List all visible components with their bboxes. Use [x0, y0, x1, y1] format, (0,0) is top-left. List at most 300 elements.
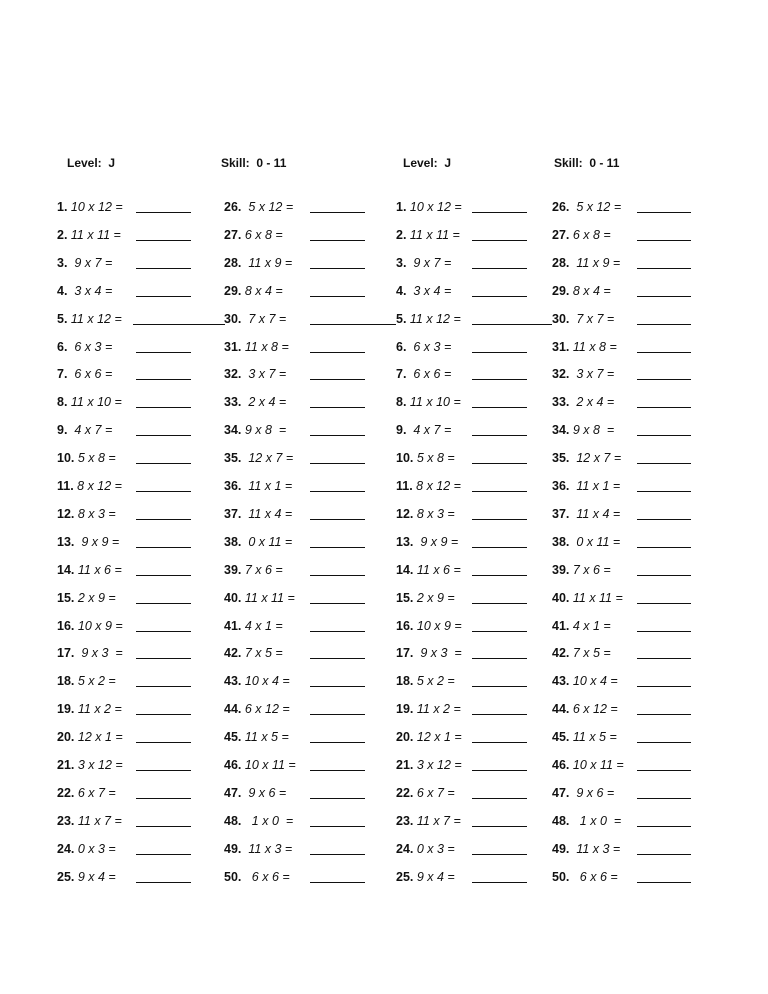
- answer-blank[interactable]: [136, 491, 191, 492]
- problem-expression: 7 x 6 =: [569, 563, 611, 577]
- answer-blank[interactable]: [637, 296, 691, 297]
- problem-item: [57, 756, 123, 774]
- answer-blank[interactable]: [472, 742, 527, 743]
- answer-blank[interactable]: [136, 742, 191, 743]
- answer-blank[interactable]: [472, 686, 527, 687]
- problem-expression: 2 x 9 =: [413, 591, 455, 605]
- problem-number: 3.: [57, 256, 68, 270]
- problem-number: 32.: [552, 367, 570, 381]
- problem-number: 13.: [57, 535, 75, 549]
- answer-blank[interactable]: [136, 519, 191, 520]
- problem-expression: 11 x 5 =: [241, 730, 289, 744]
- problem-item: [552, 254, 620, 272]
- problem-number: 15.: [57, 591, 75, 605]
- problem-expression: 11 x 8 =: [241, 340, 289, 354]
- answer-blank[interactable]: [472, 379, 527, 380]
- answer-blank[interactable]: [310, 798, 365, 799]
- problem-number: 18.: [396, 674, 414, 688]
- problem-item: [224, 449, 293, 467]
- problem-number: 45.: [552, 730, 570, 744]
- answer-blank[interactable]: [133, 324, 225, 325]
- problem-expression: 6 x 6 =: [241, 870, 290, 884]
- problem-item: [552, 505, 620, 523]
- problem-expression: 6 x 8 =: [241, 228, 283, 242]
- answer-blank[interactable]: [637, 547, 691, 548]
- answer-blank[interactable]: [637, 324, 691, 325]
- problem-item: [396, 784, 455, 802]
- problem-item: [396, 672, 455, 690]
- answer-blank[interactable]: [637, 240, 691, 241]
- problem-item: [396, 728, 462, 746]
- answer-blank[interactable]: [136, 854, 191, 855]
- answer-blank[interactable]: [472, 435, 527, 436]
- problem-number: 36.: [552, 479, 570, 493]
- problem-expression: 11 x 1 =: [569, 479, 621, 493]
- problem-expression: 12 x 1 =: [413, 730, 462, 744]
- problem-expression: 9 x 3 =: [413, 646, 462, 660]
- problem-item: [57, 812, 122, 830]
- problem-item: [552, 784, 614, 802]
- problem-item: [57, 728, 123, 746]
- problem-number: 17.: [57, 646, 75, 660]
- answer-blank[interactable]: [310, 770, 365, 771]
- problem-item: [552, 756, 624, 774]
- problem-expression: 4 x 7 =: [67, 423, 113, 437]
- answer-blank[interactable]: [310, 407, 365, 408]
- problem-number: 42.: [224, 646, 242, 660]
- problem-expression: 5 x 12 =: [569, 200, 622, 214]
- answer-blank[interactable]: [472, 547, 527, 548]
- problem-expression: 11 x 4 =: [569, 507, 621, 521]
- problem-expression: 11 x 2 =: [413, 702, 461, 716]
- problem-number: 50.: [552, 870, 570, 884]
- problem-expression: 11 x 9 =: [569, 256, 621, 270]
- problem-item: [57, 310, 122, 328]
- problem-expression: 6 x 12 =: [241, 702, 290, 716]
- problem-item: [396, 254, 451, 272]
- problem-item: [396, 868, 455, 886]
- problem-expression: 11 x 1 =: [241, 479, 293, 493]
- answer-blank[interactable]: [310, 575, 365, 576]
- problem-expression: 3 x 4 =: [406, 284, 452, 298]
- problem-number: 4.: [57, 284, 68, 298]
- problem-expression: 6 x 3 =: [67, 340, 113, 354]
- answer-blank[interactable]: [637, 268, 691, 269]
- answer-blank[interactable]: [637, 212, 691, 213]
- problem-expression: 9 x 4 =: [74, 870, 116, 884]
- problem-number: 19.: [57, 702, 75, 716]
- problem-expression: 9 x 8 =: [569, 423, 615, 437]
- answer-blank[interactable]: [310, 547, 365, 548]
- answer-blank[interactable]: [637, 435, 691, 436]
- problem-number: 27.: [552, 228, 570, 242]
- problem-number: 25.: [57, 870, 75, 884]
- problem-number: 37.: [224, 507, 242, 521]
- problem-expression: 7 x 5 =: [569, 646, 611, 660]
- problem-number: 20.: [396, 730, 414, 744]
- problem-item: [224, 393, 286, 411]
- problem-number: 16.: [396, 619, 414, 633]
- answer-blank[interactable]: [472, 658, 527, 659]
- problem-item: [396, 421, 451, 439]
- problem-number: 14.: [396, 563, 414, 577]
- answer-blank[interactable]: [472, 714, 527, 715]
- problem-number: 13.: [396, 535, 414, 549]
- problem-number: 30.: [552, 312, 570, 326]
- level-label: Level: J: [403, 156, 452, 170]
- problem-number: 49.: [224, 842, 242, 856]
- answer-blank[interactable]: [472, 212, 527, 213]
- problem-expression: 11 x 11 =: [569, 591, 623, 605]
- answer-blank[interactable]: [136, 407, 191, 408]
- problem-item: [552, 868, 618, 886]
- problem-expression: 2 x 9 =: [74, 591, 116, 605]
- problem-number: 5.: [57, 312, 68, 326]
- problem-item: [57, 254, 112, 272]
- problem-item: [57, 868, 116, 886]
- answer-blank[interactable]: [310, 742, 365, 743]
- problem-expression: 0 x 3 =: [413, 842, 455, 856]
- answer-blank[interactable]: [136, 352, 191, 353]
- problem-item: [224, 338, 289, 356]
- problem-expression: 3 x 12 =: [413, 758, 462, 772]
- answer-blank[interactable]: [310, 826, 365, 827]
- problem-item: [57, 700, 122, 718]
- problem-item: [57, 393, 122, 411]
- answer-blank[interactable]: [310, 631, 365, 632]
- answer-blank[interactable]: [136, 770, 191, 771]
- problem-expression: 10 x 4 =: [241, 674, 290, 688]
- answer-blank[interactable]: [637, 882, 691, 883]
- problem-expression: 9 x 9 =: [74, 535, 120, 549]
- problem-item: [224, 589, 295, 607]
- problem-item: [396, 756, 462, 774]
- answer-blank[interactable]: [472, 268, 527, 269]
- problem-number: 12.: [57, 507, 75, 521]
- answer-blank[interactable]: [310, 212, 365, 213]
- answer-blank[interactable]: [637, 854, 691, 855]
- problem-expression: 2 x 4 =: [569, 395, 615, 409]
- problem-item: [57, 365, 112, 383]
- problem-expression: 10 x 12 =: [406, 200, 462, 214]
- problem-item: [57, 477, 122, 495]
- problem-item: [552, 589, 623, 607]
- answer-blank[interactable]: [472, 519, 527, 520]
- answer-blank[interactable]: [310, 435, 365, 436]
- problem-item: [552, 365, 614, 383]
- problem-item: [224, 617, 283, 635]
- problem-item: [224, 644, 283, 662]
- level-label: Level: J: [67, 156, 116, 170]
- problem-item: [552, 533, 620, 551]
- problem-item: [552, 672, 618, 690]
- problem-item: [57, 784, 116, 802]
- problem-number: 48.: [224, 814, 242, 828]
- answer-blank[interactable]: [472, 770, 527, 771]
- problem-item: [224, 672, 290, 690]
- problem-item: [552, 477, 620, 495]
- problem-number: 27.: [224, 228, 242, 242]
- problem-expression: 8 x 3 =: [413, 507, 455, 521]
- answer-blank[interactable]: [136, 798, 191, 799]
- problem-expression: 8 x 12 =: [73, 479, 122, 493]
- problem-number: 41.: [552, 619, 570, 633]
- problem-number: 25.: [396, 870, 414, 884]
- problem-number: 36.: [224, 479, 242, 493]
- problem-item: [57, 226, 121, 244]
- problem-expression: 8 x 4 =: [241, 284, 283, 298]
- problem-number: 6.: [57, 340, 68, 354]
- problem-item: [224, 784, 286, 802]
- problem-item: [57, 840, 116, 858]
- problem-number: 11.: [396, 479, 413, 493]
- answer-blank[interactable]: [136, 631, 191, 632]
- problem-number: 7.: [396, 367, 407, 381]
- answer-blank[interactable]: [310, 296, 365, 297]
- problem-number: 15.: [396, 591, 414, 605]
- answer-blank[interactable]: [310, 324, 396, 325]
- problem-item: [224, 868, 290, 886]
- problem-number: 38.: [552, 535, 570, 549]
- answer-blank[interactable]: [637, 463, 691, 464]
- problem-item: [224, 365, 286, 383]
- problem-number: 8.: [57, 395, 68, 409]
- answer-blank[interactable]: [472, 882, 527, 883]
- problem-item: [396, 477, 461, 495]
- answer-blank[interactable]: [136, 882, 191, 883]
- problem-expression: 9 x 4 =: [413, 870, 455, 884]
- problem-number: 9.: [396, 423, 407, 437]
- problem-item: [552, 449, 621, 467]
- problem-item: [396, 338, 451, 356]
- problem-number: 1.: [57, 200, 68, 214]
- problem-number: 23.: [57, 814, 75, 828]
- problem-expression: 11 x 5 =: [569, 730, 617, 744]
- answer-blank[interactable]: [136, 435, 191, 436]
- answer-blank[interactable]: [472, 575, 527, 576]
- answer-blank[interactable]: [637, 770, 691, 771]
- answer-blank[interactable]: [310, 379, 365, 380]
- problem-number: 1.: [396, 200, 407, 214]
- problem-expression: 6 x 3 =: [406, 340, 452, 354]
- problem-expression: 11 x 10 =: [67, 395, 122, 409]
- problem-expression: 11 x 7 =: [413, 814, 461, 828]
- problem-item: [57, 282, 112, 300]
- answer-blank[interactable]: [310, 686, 365, 687]
- answer-blank[interactable]: [310, 463, 365, 464]
- answer-blank[interactable]: [637, 798, 691, 799]
- problem-item: [224, 198, 293, 216]
- answer-blank[interactable]: [136, 379, 191, 380]
- problem-expression: 8 x 4 =: [569, 284, 611, 298]
- problem-item: [552, 338, 617, 356]
- problem-number: 9.: [57, 423, 68, 437]
- problem-expression: 10 x 4 =: [569, 674, 618, 688]
- answer-blank[interactable]: [472, 798, 527, 799]
- problem-item: [552, 393, 614, 411]
- problem-expression: 9 x 6 =: [241, 786, 287, 800]
- problem-expression: 9 x 8 =: [241, 423, 287, 437]
- answer-blank[interactable]: [472, 491, 527, 492]
- problem-number: 2.: [57, 228, 68, 242]
- answer-blank[interactable]: [310, 240, 365, 241]
- answer-blank[interactable]: [472, 296, 527, 297]
- problem-number: 26.: [224, 200, 242, 214]
- answer-blank[interactable]: [637, 658, 691, 659]
- answer-blank[interactable]: [136, 240, 191, 241]
- problem-expression: 11 x 9 =: [241, 256, 293, 270]
- answer-blank[interactable]: [310, 854, 365, 855]
- answer-blank[interactable]: [637, 686, 691, 687]
- answer-blank[interactable]: [637, 603, 691, 604]
- answer-blank[interactable]: [310, 603, 365, 604]
- answer-blank[interactable]: [310, 352, 365, 353]
- problem-number: 8.: [396, 395, 407, 409]
- answer-blank[interactable]: [472, 603, 527, 604]
- problem-item: [224, 421, 286, 439]
- answer-blank[interactable]: [136, 296, 191, 297]
- problem-expression: 3 x 7 =: [241, 367, 287, 381]
- answer-blank[interactable]: [310, 268, 365, 269]
- problem-item: [552, 226, 611, 244]
- problem-expression: 11 x 11 =: [406, 228, 460, 242]
- problem-item: [396, 644, 462, 662]
- answer-blank[interactable]: [637, 714, 691, 715]
- problem-item: [57, 672, 116, 690]
- problem-expression: 7 x 5 =: [241, 646, 283, 660]
- answer-blank[interactable]: [472, 463, 527, 464]
- problem-item: [396, 533, 458, 551]
- problem-number: 45.: [224, 730, 242, 744]
- answer-blank[interactable]: [472, 240, 527, 241]
- problem-number: 16.: [57, 619, 75, 633]
- answer-blank[interactable]: [637, 407, 691, 408]
- problem-expression: 6 x 8 =: [569, 228, 611, 242]
- problem-expression: 10 x 11 =: [569, 758, 624, 772]
- answer-blank[interactable]: [472, 324, 552, 325]
- answer-blank[interactable]: [136, 686, 191, 687]
- problem-expression: 6 x 6 =: [67, 367, 113, 381]
- answer-blank[interactable]: [472, 826, 527, 827]
- problem-number: 28.: [224, 256, 242, 270]
- problem-item: [57, 421, 112, 439]
- problem-item: [224, 477, 292, 495]
- problem-expression: 12 x 1 =: [74, 730, 123, 744]
- problem-expression: 5 x 2 =: [74, 674, 116, 688]
- problem-number: 39.: [224, 563, 242, 577]
- answer-blank[interactable]: [637, 519, 691, 520]
- answer-blank[interactable]: [136, 212, 191, 213]
- answer-blank[interactable]: [637, 352, 691, 353]
- problem-item: [552, 310, 614, 328]
- answer-blank[interactable]: [136, 575, 191, 576]
- problem-item: [396, 840, 455, 858]
- problem-expression: 8 x 12 =: [412, 479, 461, 493]
- problem-number: 18.: [57, 674, 75, 688]
- answer-blank[interactable]: [136, 547, 191, 548]
- problem-item: [57, 338, 112, 356]
- problem-number: 47.: [552, 786, 570, 800]
- problem-expression: 0 x 11 =: [241, 535, 293, 549]
- answer-blank[interactable]: [136, 714, 191, 715]
- problem-number: 22.: [396, 786, 414, 800]
- problem-item: [224, 310, 286, 328]
- answer-blank[interactable]: [637, 826, 691, 827]
- problem-expression: 9 x 6 =: [569, 786, 615, 800]
- problem-expression: 12 x 7 =: [569, 451, 622, 465]
- answer-blank[interactable]: [637, 742, 691, 743]
- problem-number: 40.: [552, 591, 570, 605]
- problem-expression: 10 x 9 =: [74, 619, 123, 633]
- problem-number: 48.: [552, 814, 570, 828]
- answer-blank[interactable]: [310, 658, 365, 659]
- answer-blank[interactable]: [637, 631, 691, 632]
- problem-number: 21.: [396, 758, 414, 772]
- answer-blank[interactable]: [472, 631, 527, 632]
- problem-item: [552, 812, 621, 830]
- answer-blank[interactable]: [637, 575, 691, 576]
- problem-item: [552, 198, 621, 216]
- problem-expression: 10 x 11 =: [241, 758, 296, 772]
- problem-item: [396, 282, 451, 300]
- problem-expression: 6 x 6 =: [406, 367, 452, 381]
- problem-expression: 6 x 12 =: [569, 702, 618, 716]
- problem-number: 31.: [552, 340, 570, 354]
- answer-blank[interactable]: [637, 491, 691, 492]
- problem-expression: 11 x 2 =: [74, 702, 122, 716]
- answer-blank[interactable]: [310, 882, 365, 883]
- problem-expression: 4 x 1 =: [569, 619, 611, 633]
- problem-item: [552, 421, 614, 439]
- problem-item: [224, 756, 296, 774]
- problem-item: [224, 561, 283, 579]
- problem-number: 49.: [552, 842, 570, 856]
- answer-blank[interactable]: [136, 658, 191, 659]
- answer-blank[interactable]: [472, 352, 527, 353]
- answer-blank[interactable]: [136, 268, 191, 269]
- problem-item: [57, 561, 122, 579]
- problem-number: 35.: [224, 451, 242, 465]
- problem-item: [396, 393, 461, 411]
- problem-item: [57, 505, 116, 523]
- problem-number: 12.: [396, 507, 414, 521]
- problem-expression: 0 x 11 =: [569, 535, 621, 549]
- answer-blank[interactable]: [136, 603, 191, 604]
- problem-number: 40.: [224, 591, 242, 605]
- problem-number: 29.: [552, 284, 570, 298]
- answer-blank[interactable]: [637, 379, 691, 380]
- answer-blank[interactable]: [136, 463, 191, 464]
- problem-expression: 9 x 9 =: [413, 535, 459, 549]
- answer-blank[interactable]: [310, 519, 365, 520]
- problem-item: [552, 840, 620, 858]
- answer-blank[interactable]: [310, 714, 365, 715]
- answer-blank[interactable]: [472, 854, 527, 855]
- skill-label: Skill: 0 - 11: [554, 156, 620, 170]
- problem-number: 20.: [57, 730, 75, 744]
- answer-blank[interactable]: [472, 407, 527, 408]
- problem-expression: 5 x 12 =: [241, 200, 294, 214]
- problem-number: 50.: [224, 870, 242, 884]
- answer-blank[interactable]: [136, 826, 191, 827]
- problem-expression: 6 x 7 =: [413, 786, 455, 800]
- problem-item: [396, 589, 455, 607]
- problem-expression: 5 x 8 =: [413, 451, 455, 465]
- problem-number: 6.: [396, 340, 407, 354]
- problem-number: 14.: [57, 563, 75, 577]
- problem-expression: 1 x 0 =: [569, 814, 622, 828]
- answer-blank[interactable]: [310, 491, 365, 492]
